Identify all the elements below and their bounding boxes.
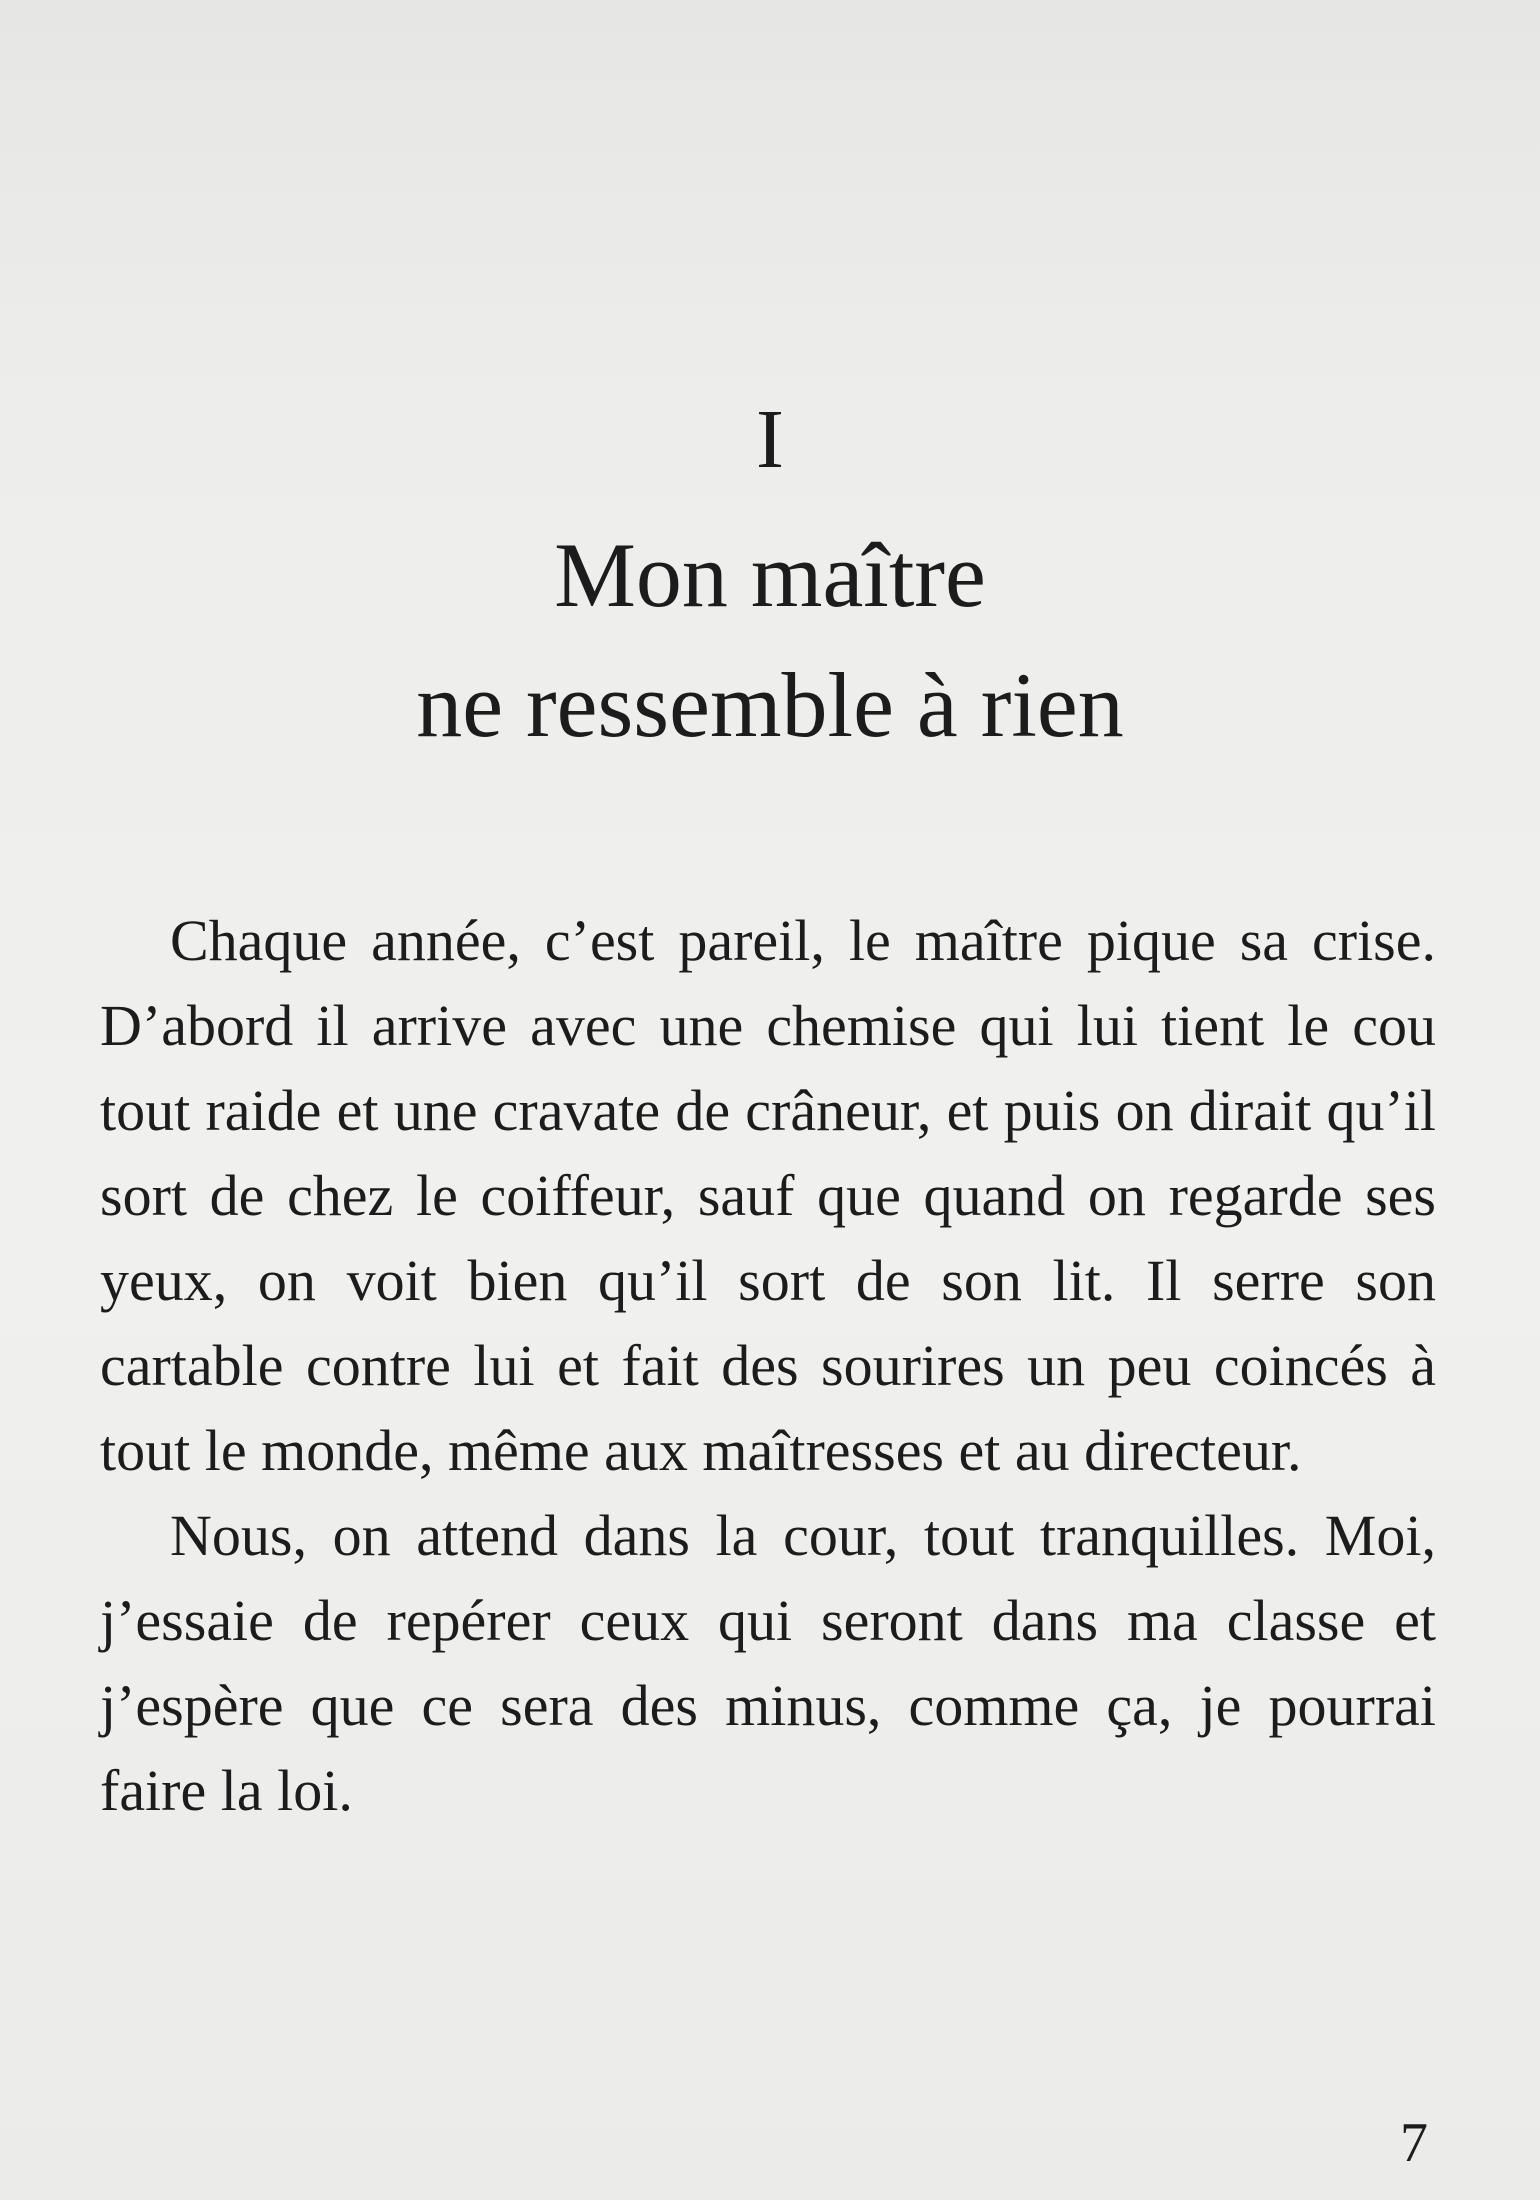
chapter-title	[0, 510, 1540, 770]
paragraph: Chaque année, c’est pareil, le maître pique sa crise. D’abord il arrive avec une chemise qui lui tient le cou tout raide et une cravate de crâneur, et puis on dirait qu’il sort de chez le coiffeur, sauf que quand on regarde ses yeux, on voit bien qu’il sort de son lit. Il serre son cartable contre lui et fait des sourires un peu coincés à tout le monde, même aux maîtresses et au directeur.	[100, 908, 1436, 1483]
chapter-number: I	[756, 393, 784, 486]
chapter-title-line-2: ne ressemble à rien	[416, 654, 1124, 756]
chapter-title-line-1: Mon maître	[554, 524, 986, 626]
page-number: 7	[1400, 2112, 1428, 2174]
body-text	[100, 898, 1436, 1833]
paragraph: Nous, on attend dans la cour, tout tranquilles. Moi, j’essaie de repérer ceux qui seront dans ma classe et j’espère que ce sera des minus, comme ça, je pourrai faire la loi.	[100, 1503, 1436, 1823]
